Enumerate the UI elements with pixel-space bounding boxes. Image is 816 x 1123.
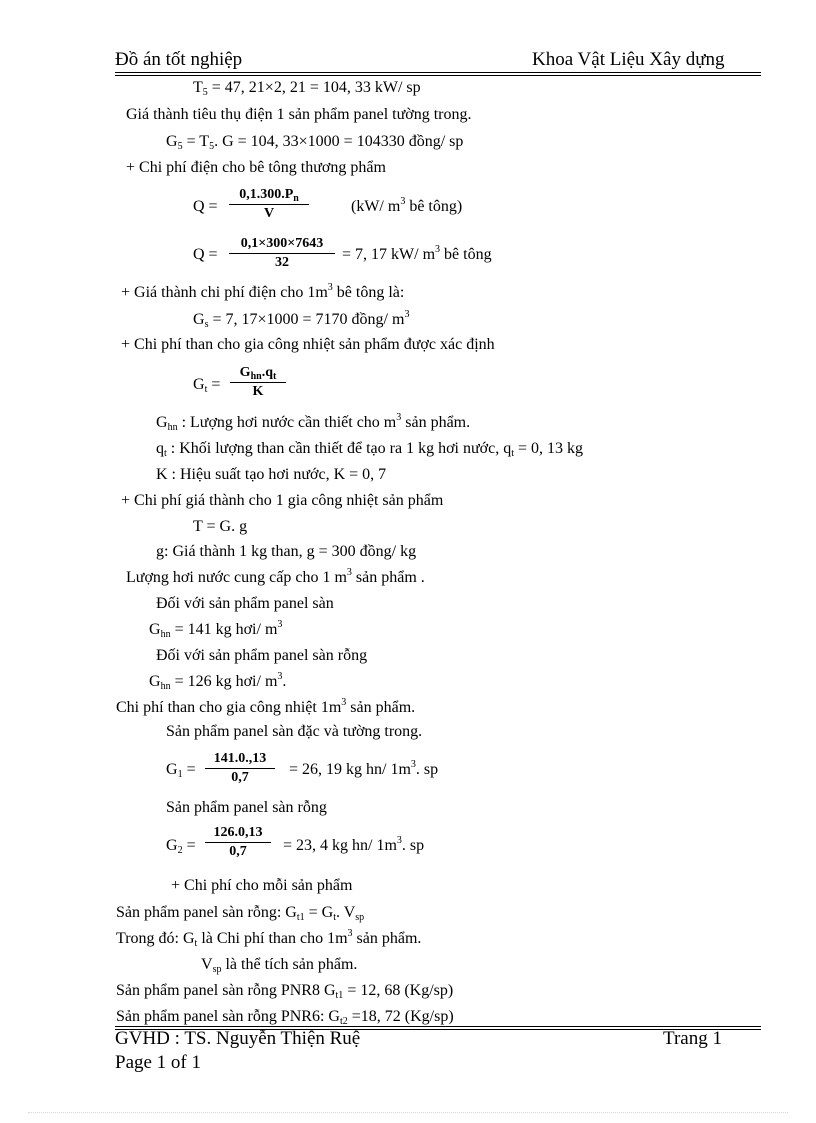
gt-left: $G_t$ = [193,376,221,395]
t5-line: $T_5 = 47$, 21×2, 21 = 104, 33 kW/ sp [193,79,421,98]
sp-rong-gt1: Sản phẩm panel sàn rỗng: $G_{t1} = G_t$. $V_{sp}$ [116,904,365,923]
g1-denominator: 0,7 [231,770,249,785]
page-bottom-dotted-line [28,1112,788,1113]
gia-thanh-tieu-thu: Giá thành tiêu thụ điện 1 sản phẩm panel tường trong. [126,106,472,123]
header-right: Khoa Vật Liệu Xây dựng [532,49,725,70]
ghn-126: $G_{hn} = 126$ kg hơi/ $m^3$. [149,671,287,692]
header-left: Đồ án tốt nghiệp [115,49,243,70]
pnr6-line: Sản phẩm panel sàn rỗng PNR6: $G_{t2} =18$, 72 (Kg/sp) [116,1008,454,1027]
q1-left: Q = [193,198,218,215]
chi-phi-than-1m3: Chi phí than cho gia công nhiệt $1m^3$ sản phẩm. [116,697,416,716]
qt-definition: $q_t$ : Khối lượng than cần thiết để tạo ra 1 kg hơi nước, $q_t = 0$, 13 kg [156,440,584,459]
page-count: Page 1 of 1 [115,1052,202,1073]
gt-fraction [230,364,286,401]
ghn-definition: $G_{hn}$ : Lượng hơi nước cần thiết cho $m^3$ sản phẩm. [156,412,471,433]
pnr8-line: Sản phẩm panel sàn rỗng PNR8 $G_{t1} = 12$, 68 (Kg/sp) [116,982,454,1001]
q1-denominator: V [263,206,275,221]
g1-right: = 26, 19 kg hn/ $1m^3$. sp [289,759,439,778]
q2-numerator: 0,1×300×7643 [229,235,335,254]
footer-rule [115,1026,761,1027]
t-formula: T = G. g [193,518,248,535]
g2-numerator: 126.0,13 [205,824,271,843]
g1-fraction [205,750,275,787]
gs-line: $G_s = 7$, 17×1000 = 7170 đồng/ $m^3$ [193,309,410,330]
g1-left: $G_1$ = [166,761,196,780]
doi-voi-san-rong: Đối với sản phẩm panel sàn rỗng [156,647,368,664]
header-rule-2 [115,75,761,76]
g2-left: $G_2$ = [166,837,196,856]
trong-do-line: Trong đó: $G_t$ là Chi phí than cho $1m^3$ sản phẩm. [116,928,422,949]
q1-numerator: $0,1.300.P_n$ [229,186,309,205]
g1-numerator: 141.0.,13 [205,750,275,769]
footer-advisor: GVHD : TS. Nguyễn Thiện Ruệ [115,1028,361,1049]
g-definition: g: Giá thành 1 kg than, g = 300 đồng/ kg [156,543,417,560]
sp-san-dac: Sản phẩm panel sàn đặc và tường trong. [166,723,423,740]
q2-denominator: 32 [275,255,289,270]
k-definition: K : Hiệu suất tạo hơi nước, K = 0, 7 [156,466,387,483]
gia-thanh-dien-heading: + Giá thành chi phí điện cho $1m^3$ bê tông là: [121,282,405,301]
chi-phi-than-heading: + Chi phí than cho gia công nhiệt sản phẩm được xác định [121,336,495,353]
g5-line: $G_5 = T_5$. G = 104, 33×1000 = 104330 đồng/ sp [166,133,464,152]
gt-numerator: $G_{hn}.q_t$ [230,364,286,383]
chi-phi-moi-sp-heading: + Chi phí cho mỗi sản phẩm [171,877,353,894]
footer-page-label: Trang 1 [663,1028,722,1049]
sp-san-rong: Sản phẩm panel sàn rỗng [166,799,327,816]
chi-phi-dien-heading: + Chi phí điện cho bê tông thương phẩm [126,159,386,176]
g2-fraction [205,824,271,861]
q1-fraction [229,186,309,223]
header-rule [115,72,761,73]
q2-fraction [229,235,335,272]
vsp-line: $V_{sp}$ là thể tích sản phẩm. [201,956,358,975]
g2-right: = 23, 4 kg hn/ $1m^3$. sp [283,835,425,854]
luong-hoi-heading: Lượng hơi nước cung cấp cho 1 $m^3$ sản phẩm . [126,567,425,586]
chi-phi-gia-thanh-heading: + Chi phí giá thành cho 1 gia công nhiệt sản phẩm [121,492,444,509]
q2-right: = 7, 17 kW/ $m^3$ bê tông [342,244,492,263]
q2-left: Q = [193,246,218,263]
gt-denominator: K [252,384,264,399]
ghn-141: $G_{hn} = 141$ kg hơi/ $m^3$ [149,619,283,640]
q1-unit: (kW/ $m^3$ bê tông) [351,196,463,215]
g2-denominator: 0,7 [229,844,247,859]
doi-voi-san: Đối với sản phẩm panel sàn [156,595,334,612]
